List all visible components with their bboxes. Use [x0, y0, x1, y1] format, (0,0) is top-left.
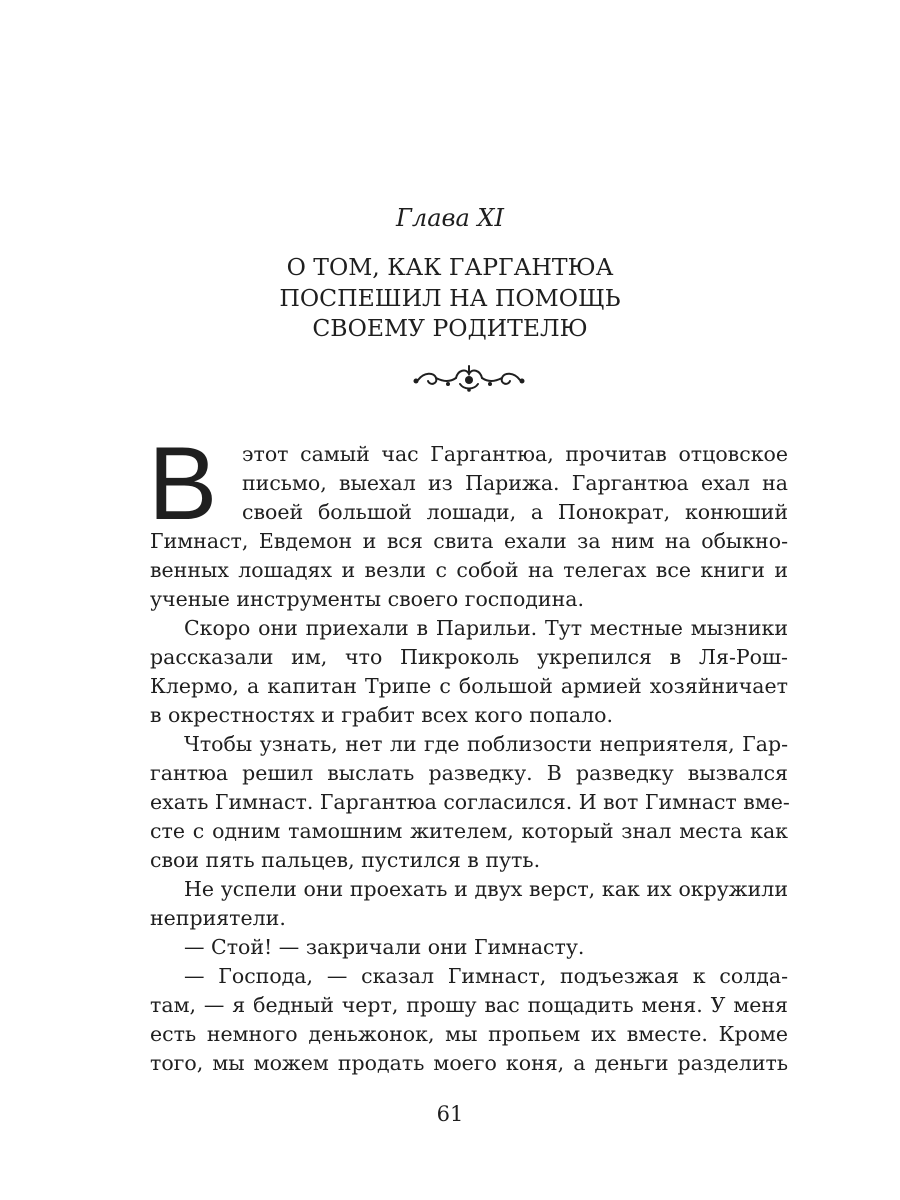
- text-line: гантюа решил выслать разведку. В разведку вызвался: [150, 761, 788, 785]
- text-line: — Господа, — сказал Гимнаст, подъезжая к солда-: [184, 964, 788, 988]
- text-line: Чтобы узнать, нет ли где поблизости неприятеля, Гар-: [184, 732, 788, 756]
- text-line: сте с одним тамошним жителем, который знал места как: [150, 819, 788, 843]
- text-line: того, мы можем продать моего коня, а деньги разделить: [150, 1051, 788, 1075]
- text-line: Не успели они проехать и двух верст, как их окружили: [184, 877, 788, 901]
- text-line: рассказали им, что Пикроколь укрепился в Ля-Рош-: [150, 645, 788, 669]
- text-line: венных лошадях и везли с собой на телегах все книги и: [150, 558, 788, 582]
- drop-cap: В: [148, 426, 218, 542]
- text-line: своей большой лошади, а Понократ, конюший: [242, 500, 788, 524]
- text-line: Клермо, а капитан Трипе с большой армией хозяйничает: [150, 674, 788, 698]
- chapter-title-line: О ТОМ, КАК ГАРГАНТЮА: [286, 253, 614, 281]
- chapter-title-line: ПОСПЕШИЛ НА ПОМОЩЬ: [279, 283, 621, 312]
- text-line: ехать Гимнаст. Гаргантюа согласился. И вот Гимнаст вме-: [150, 790, 790, 814]
- text-line: — Стой! — закричали они Гимнасту.: [184, 935, 585, 959]
- chapter-label: Глава XI: [396, 204, 504, 232]
- text-line: свои пять пальцев, пустился в путь.: [150, 848, 541, 872]
- chapter-title-line: СВОЕМУ РОДИТЕЛЮ: [312, 314, 588, 342]
- text-line: ученые инструменты своего господина.: [150, 587, 584, 611]
- text-line: этот самый час Гаргантюа, прочитав отцовское: [242, 442, 788, 466]
- text-line: письмо, выехал из Парижа. Гаргантюа ехал на: [242, 471, 788, 495]
- text-line: там, — я бедный черт, прошу вас пощадить меня. У меня: [150, 993, 788, 1017]
- text-line: неприятели.: [150, 906, 286, 930]
- text-line: Гимнаст, Евдемон и вся свита ехали за ним на обыкно-: [150, 529, 788, 553]
- text-line: Скоро они приехали в Парильи. Тут местные мызники: [184, 616, 788, 640]
- page-number: 61: [436, 1102, 464, 1126]
- text-line: есть немного деньжонок, мы пропьем их вместе. Кроме: [150, 1022, 788, 1046]
- ornament-divider-icon: [410, 364, 528, 394]
- text-line: в окрестностях и грабит всех кого попало.: [150, 703, 614, 727]
- chapter-title: [150, 252, 750, 344]
